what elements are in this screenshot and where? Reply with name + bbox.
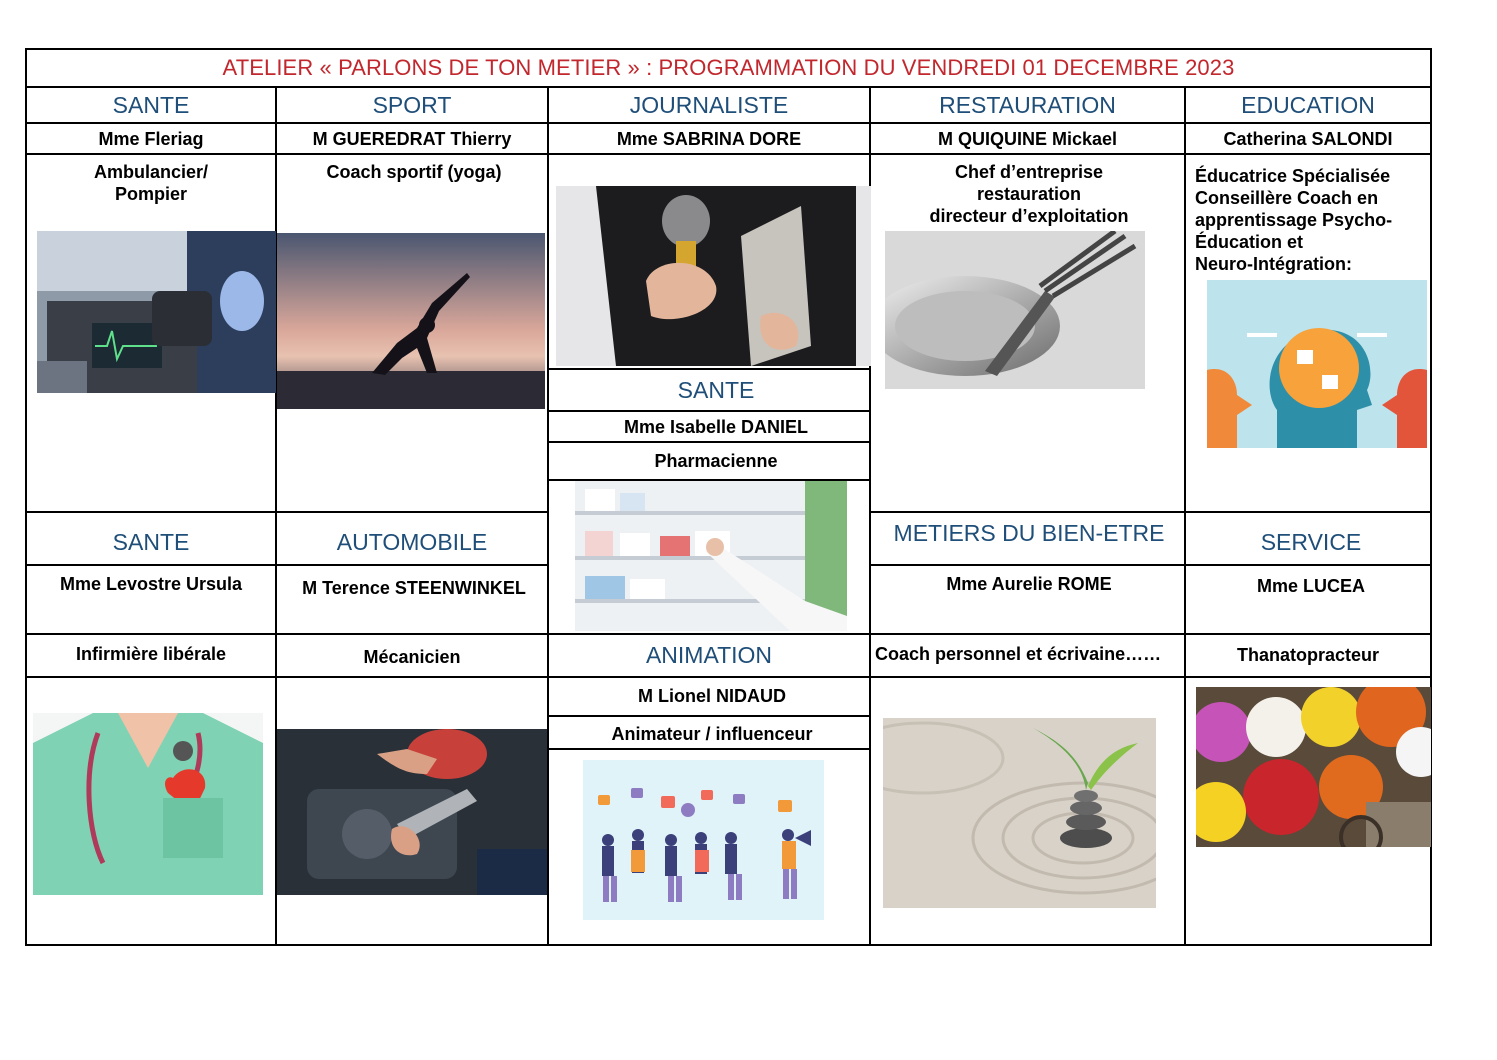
- microphone-image: [556, 186, 871, 366]
- ambulance-monitor-image: [37, 231, 276, 393]
- page-title: ATELIER « PARLONS DE TON METIER » : PROGRAMMATION DU VENDREDI 01 DECEMBRE 2023: [222, 55, 1235, 80]
- nurse-stethoscope-image: [33, 713, 263, 895]
- category-header: SANTE: [112, 91, 190, 118]
- category-header: RESTAURATION: [939, 91, 1116, 118]
- job-title: Coach sportif (yoga): [326, 162, 502, 182]
- pharmacy-shelves-image: [575, 481, 847, 631]
- fork-spoon-image: [885, 231, 1145, 389]
- job-title: Infirmière libérale: [75, 644, 227, 664]
- category-header: ANIMATION: [645, 642, 773, 668]
- job-title: Chef d’entreprise restauration directeur d’exploitation: [929, 162, 1129, 226]
- divider: [547, 86, 549, 946]
- speaker-name: Mme Levostre Ursula: [59, 574, 243, 594]
- job-title: Animateur / influenceur: [611, 724, 813, 744]
- job-title: Thanatopracteur: [1236, 645, 1380, 665]
- speaker-name: Mme LUCEA: [1256, 576, 1365, 596]
- zen-stones-image: [883, 718, 1156, 908]
- engine-repair-image: [277, 729, 547, 895]
- category-header: METIERS DU BIEN-ETRE: [893, 519, 1165, 546]
- divider: [25, 676, 1432, 678]
- speaker-name: Mme SABRINA DORE: [616, 128, 802, 149]
- speaker-name: M Terence STEENWINKEL: [302, 578, 526, 598]
- chrysanthemums-image: [1196, 687, 1431, 847]
- category-header: SANTE: [677, 376, 755, 403]
- divider: [871, 564, 1432, 566]
- job-title: Pharmacienne: [654, 451, 778, 471]
- job-title: Éducatrice Spécialisée Conseillère Coach en apprentissage Psycho- Éducation et Neuro-Intégration:: [1195, 166, 1393, 274]
- divider: [549, 715, 871, 717]
- category-header: AUTOMOBILE: [336, 528, 488, 555]
- divider: [25, 153, 1432, 155]
- speaker-name: M GUEREDRAT Thierry: [312, 128, 512, 149]
- category-header: SPORT: [372, 91, 452, 118]
- divider: [25, 511, 549, 513]
- brain-puzzle-image: [1207, 280, 1427, 448]
- category-header: SERVICE: [1260, 528, 1362, 555]
- speaker-name: Mme Fleriag: [98, 128, 204, 149]
- category-header: JOURNALISTE: [629, 91, 789, 118]
- job-title: Ambulancier/ Pompier: [93, 162, 209, 204]
- job-title: Mécanicien: [363, 647, 461, 667]
- category-header: EDUCATION: [1241, 91, 1375, 118]
- speaker-name: Mme Isabelle DANIEL: [623, 416, 809, 437]
- category-header: SANTE: [112, 528, 190, 555]
- speaker-name: Catherina SALONDI: [1223, 128, 1393, 149]
- yoga-sunset-image: [277, 233, 545, 409]
- influencer-crowd-image: [583, 760, 824, 920]
- speaker-name: Mme Aurelie ROME: [946, 574, 1112, 594]
- divider: [25, 564, 549, 566]
- job-title: Coach personnel et écrivaine……: [875, 644, 1162, 664]
- speaker-name: M QUIQUINE Mickael: [937, 128, 1118, 149]
- speaker-name: M Lionel NIDAUD: [638, 686, 786, 706]
